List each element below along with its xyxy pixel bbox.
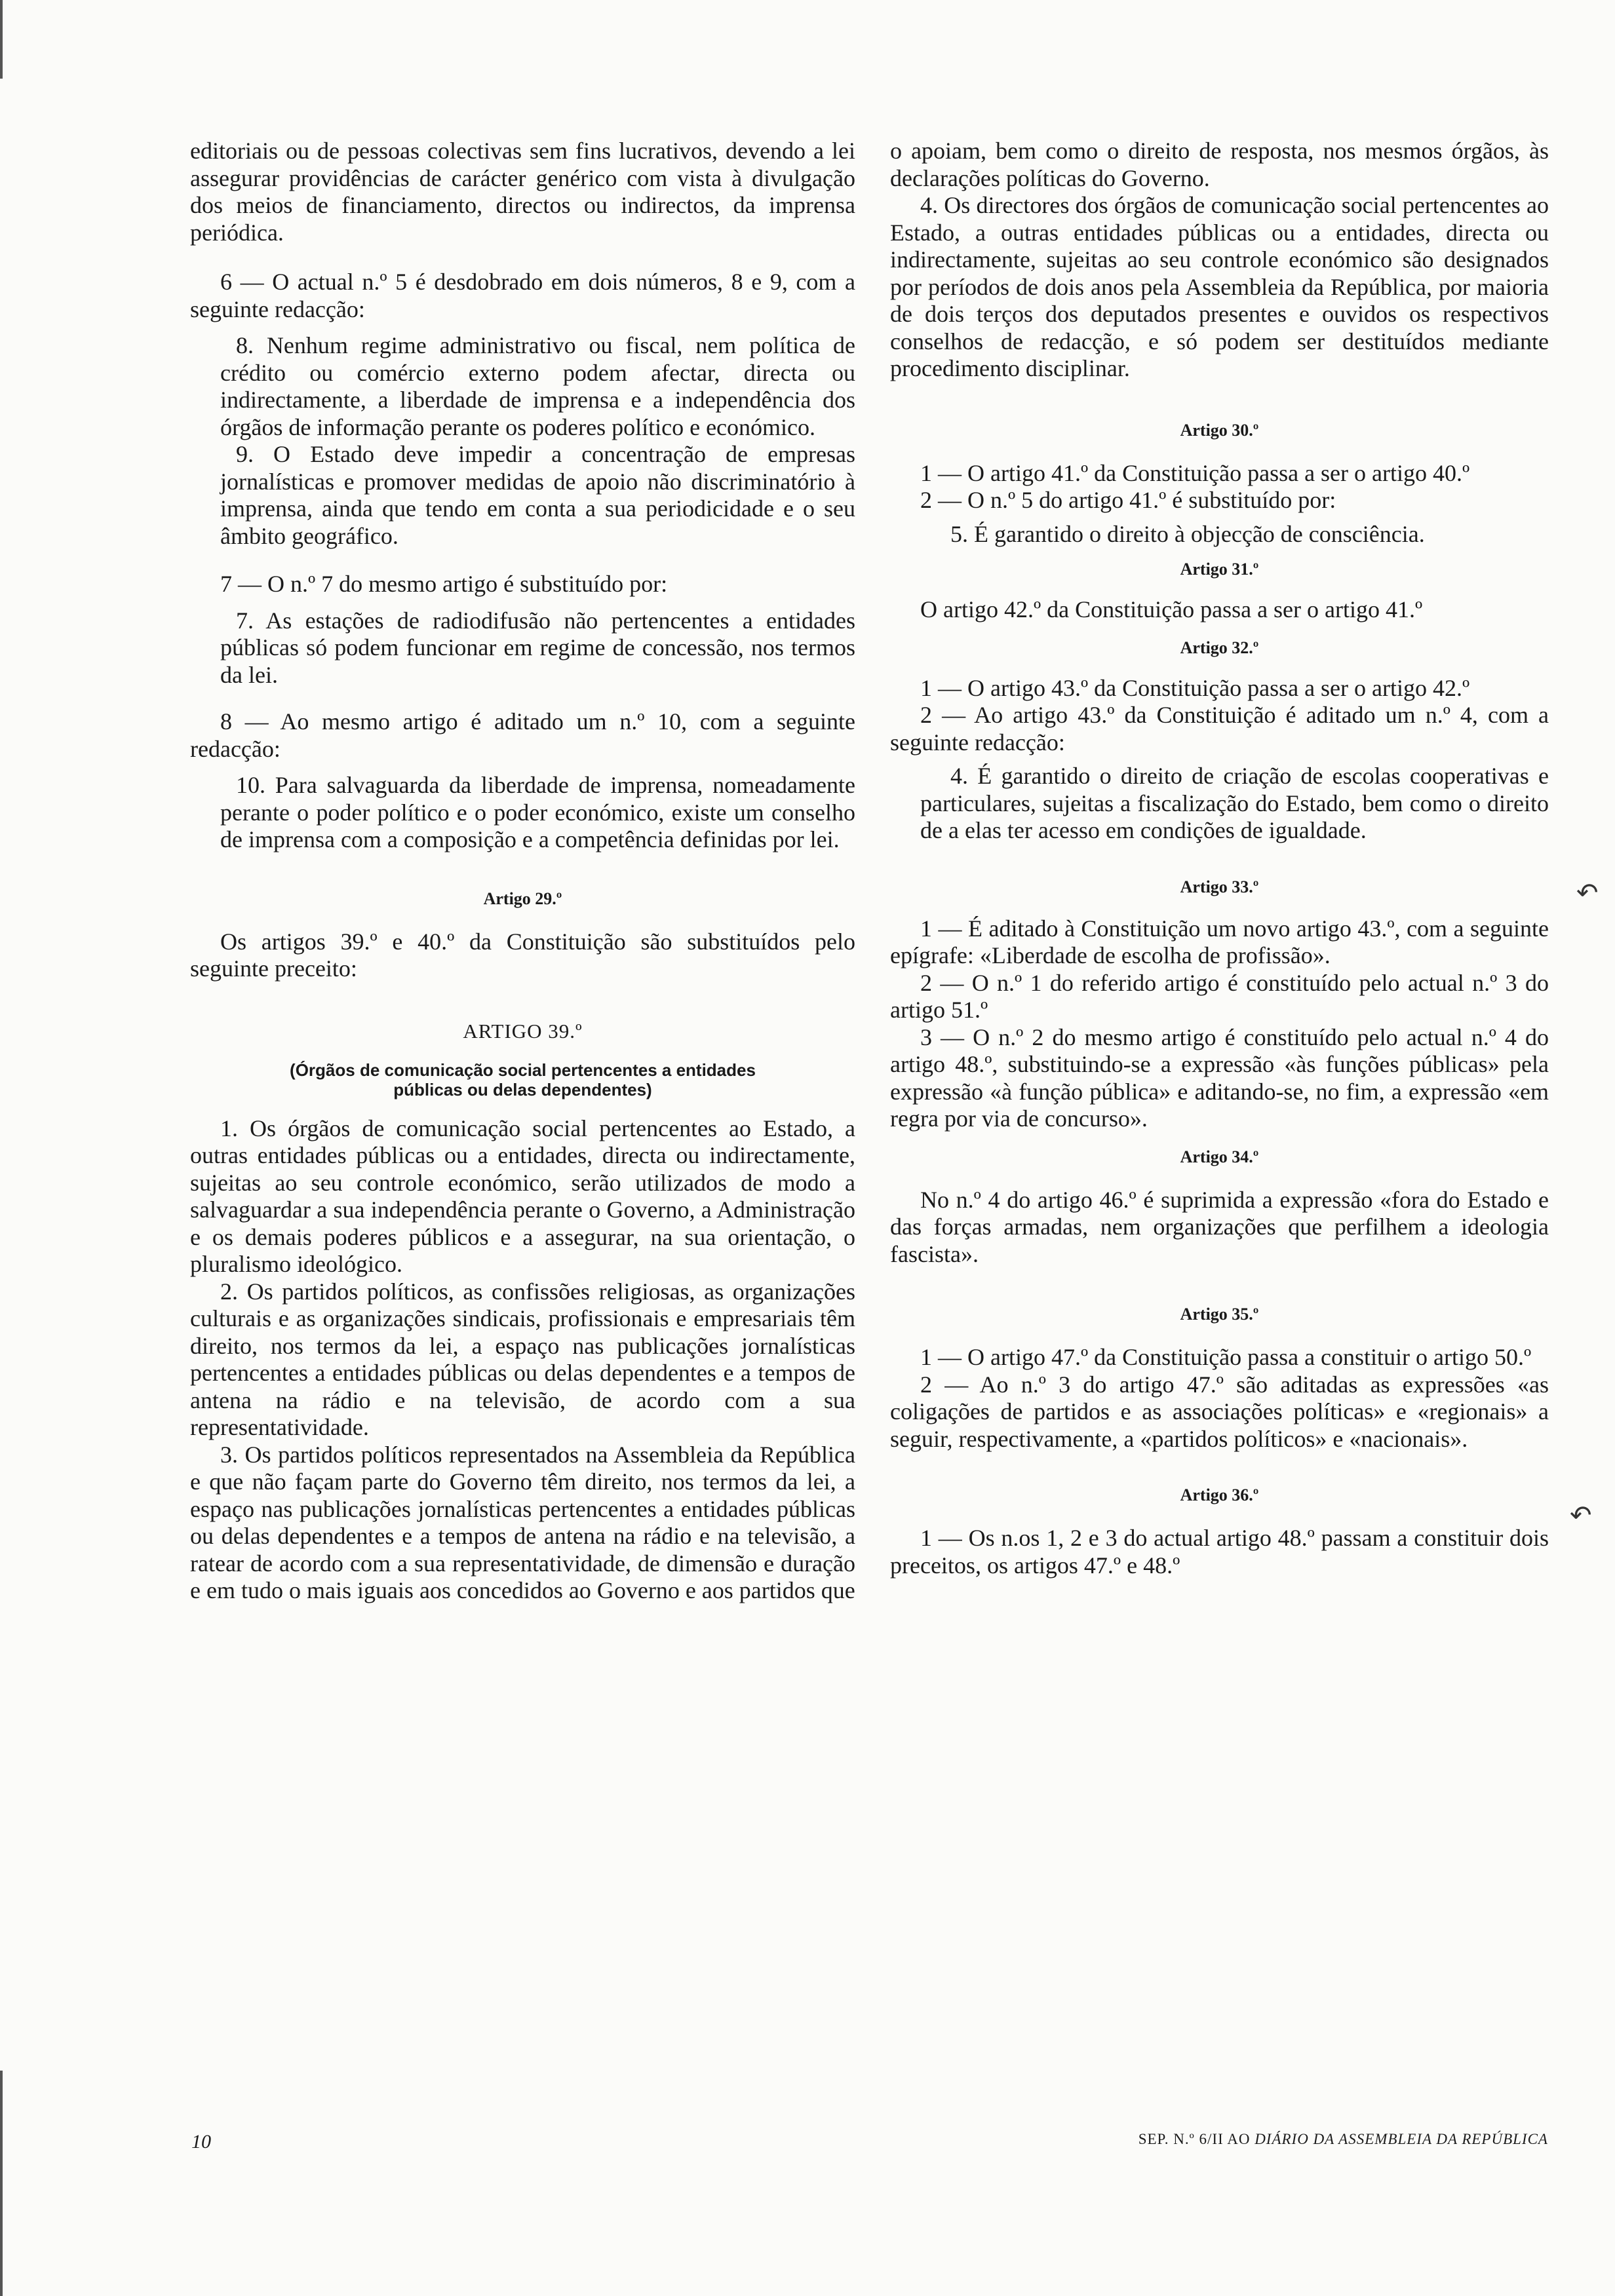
article-39-title: ARTIGO 39.º: [463, 1019, 583, 1043]
right-column: [890, 138, 1549, 1579]
paragraph: Os artigos 39.º e 40.º da Constituição são substituídos pelo seguinte preceito:: [190, 928, 855, 982]
margin-mark-icon: ↶: [1570, 1501, 1592, 1531]
article-39-epigraph: (Órgãos de comunicação social pertencentes a entidades públicas ou delas dependentes): [290, 1060, 756, 1100]
paragraph: 1. Os órgãos de comunicação social pertencentes ao Estado, a outras entidades públicas ou a entidades, directa ou indirectamente, sujeitas ao seu controle económico, serão utilizados de modo a salvaguardar a sua independência perante o Governo, a Administração e os demais poderes públicos e a assegurar, na sua orientação, o pluralismo ideológico.: [190, 1115, 855, 1277]
margin-mark-icon: ↶: [1576, 878, 1599, 908]
paragraph: 4. Os directores dos órgãos de comunicação social pertencentes ao Estado, a outras entidades públicas ou a entidades, directa ou indirectamente, sujeitas ao seu controle económico são designados por períodos de dois anos pela Assembleia da República, por maioria de dois terços dos deputados presentes e ouvidos os respectivos conselhos de redacção, e só podem ser destituídos mediante procedimento disciplinar.: [890, 192, 1549, 381]
article-heading: Artigo 29.º: [483, 889, 562, 908]
paragraph: 2 — Ao artigo 43.º da Constituição é aditado um n.º 4, com a seguinte redacção:: [890, 702, 1549, 756]
article-heading: Artigo 35.º: [1180, 1305, 1259, 1324]
journal-title: DIÁRIO DA ASSEMBLEIA DA REPÚBLICA: [1255, 2131, 1548, 2147]
article-heading: Artigo 36.º: [1180, 1485, 1259, 1504]
paragraph: 6 — O actual n.º 5 é desdobrado em dois números, 8 e 9, com a seguinte redacção:: [190, 269, 855, 322]
paragraph: 1 — É aditado à Constituição um novo artigo 43.º, com a seguinte epígrafe: «Liberdade de escolha de profissão».: [890, 915, 1549, 968]
scan-edge-line-top: [0, 0, 3, 79]
scan-edge-line-bottom: [0, 2071, 3, 2296]
paragraph: o apoiam, bem como o direito de resposta, nos mesmos órgãos, às declarações políticas do Governo.: [890, 138, 1549, 191]
paragraph: 2 — O n.º 5 do artigo 41.º é substituído por:: [920, 487, 1336, 513]
paragraph: 3 — O n.º 2 do mesmo artigo é constituído pelo actual n.º 4 do artigo 48.º, substituindo-se a expressão «às funções públicas» pela expressão «à função pública» e aditando-se, no fim, a expressão «em regra por via de concurso».: [890, 1024, 1549, 1132]
journal-prefix: SEP. N.º 6/II AO: [1138, 2131, 1251, 2147]
paragraph: 2 — Ao n.º 3 do artigo 47.º são aditadas as expressões «as coligações de partidos e as associações políticas» e «regionais» a seguir, respectivamente, a «partidos políticos» e «nacionais».: [890, 1371, 1549, 1452]
quoted-paragraph: 8. Nenhum regime administrativo ou fiscal, nem política de crédito ou comércio externo podem afectar, directa ou indirectamente, a liberdade de imprensa e a independência dos órgãos de informação perante os poderes político e económico.: [220, 332, 855, 440]
left-column: [190, 138, 855, 1605]
paragraph: 1 — O artigo 47.º da Constituição passa a constituir o artigo 50.º: [920, 1344, 1532, 1370]
paragraph: 1 — O artigo 41.º da Constituição passa a ser o artigo 40.º: [920, 459, 1470, 486]
paragraph: 2 — O n.º 1 do referido artigo é constituído pelo actual n.º 3 do artigo 51.º: [890, 969, 1549, 1023]
paragraph: 1 — Os n.os 1, 2 e 3 do actual artigo 48.º passam a constituir dois preceitos, os artigos 47.º e 48.º: [890, 1525, 1549, 1578]
quoted-paragraph: 4. É garantido o direito de criação de escolas cooperativas e particulares, sujeitas a fiscalização do Estado, bem como o direito de a elas ter acesso em condições de igualdade.: [920, 763, 1549, 843]
article-heading: Artigo 32.º: [1180, 638, 1259, 657]
article-heading: Artigo 31.º: [1180, 560, 1259, 579]
journal-reference: [1138, 2131, 1548, 2148]
paragraph: 1 — O artigo 43.º da Constituição passa a ser o artigo 42.º: [920, 674, 1470, 701]
paragraph: editoriais ou de pessoas colectivas sem fins lucrativos, devendo a lei assegurar providências de carácter genérico com vista à divulgação dos meios de financiamento, directos ou indirectos, da imprensa periódica.: [190, 138, 855, 246]
paragraph: 2. Os partidos políticos, as confissões religiosas, as organizações culturais e as organizações sindicais, profissionais e empresariais têm direito, nos termos da lei, a espaço nas publicações jornalísticas pertencentes a entidades públicas ou delas dependentes e a tempos de antena na rádio e na televisão, de acordo com a sua representatividade.: [190, 1278, 855, 1440]
quoted-paragraph: 7. As estações de radiodifusão não pertencentes a entidades públicas só podem funcionar em regime de concessão, nos termos da lei.: [220, 607, 855, 688]
paragraph: 8 — Ao mesmo artigo é aditado um n.º 10, com a seguinte redacção:: [190, 708, 855, 762]
article-heading: Artigo 33.º: [1180, 877, 1259, 896]
paragraph: 7 — O n.º 7 do mesmo artigo é substituído por:: [220, 571, 668, 597]
article-heading: Artigo 30.º: [1180, 420, 1259, 440]
quoted-paragraph: 9. O Estado deve impedir a concentração de empresas jornalísticas e promover medidas de apoio não discriminatório à imprensa, ainda que tendo em conta a sua periodicidade e o seu âmbito geográfico.: [220, 441, 855, 549]
page-number: 10: [191, 2131, 211, 2152]
paragraph: No n.º 4 do artigo 46.º é suprimida a expressão «fora do Estado e das forças armadas, nem organizações que perfilhem a ideologia fascista».: [890, 1186, 1549, 1267]
quoted-paragraph: 5. É garantido o direito à objecção de consciência.: [950, 520, 1425, 547]
paragraph: 3. Os partidos políticos representados na Assembleia da República e que não façam parte do Governo têm direito, nos termos da lei, a espaço nas publicações jornalísticas pertencentes a entidades públicas ou delas dependentes e a tempos de antena na rádio e na televisão, a ratear de acordo com a sua representatividade, de dimensão e duração e em tudo o mais iguais aos concedidos ao Governo e aos partidos que: [190, 1441, 855, 1603]
quoted-paragraph: 10. Para salvaguarda da liberdade de imprensa, nomeadamente perante o poder político e o poder económico, existe um conselho de imprensa com a composição e a competência definidas por lei.: [220, 772, 855, 852]
article-heading: Artigo 34.º: [1180, 1147, 1259, 1166]
paragraph: O artigo 42.º da Constituição passa a ser o artigo 41.º: [920, 596, 1423, 622]
